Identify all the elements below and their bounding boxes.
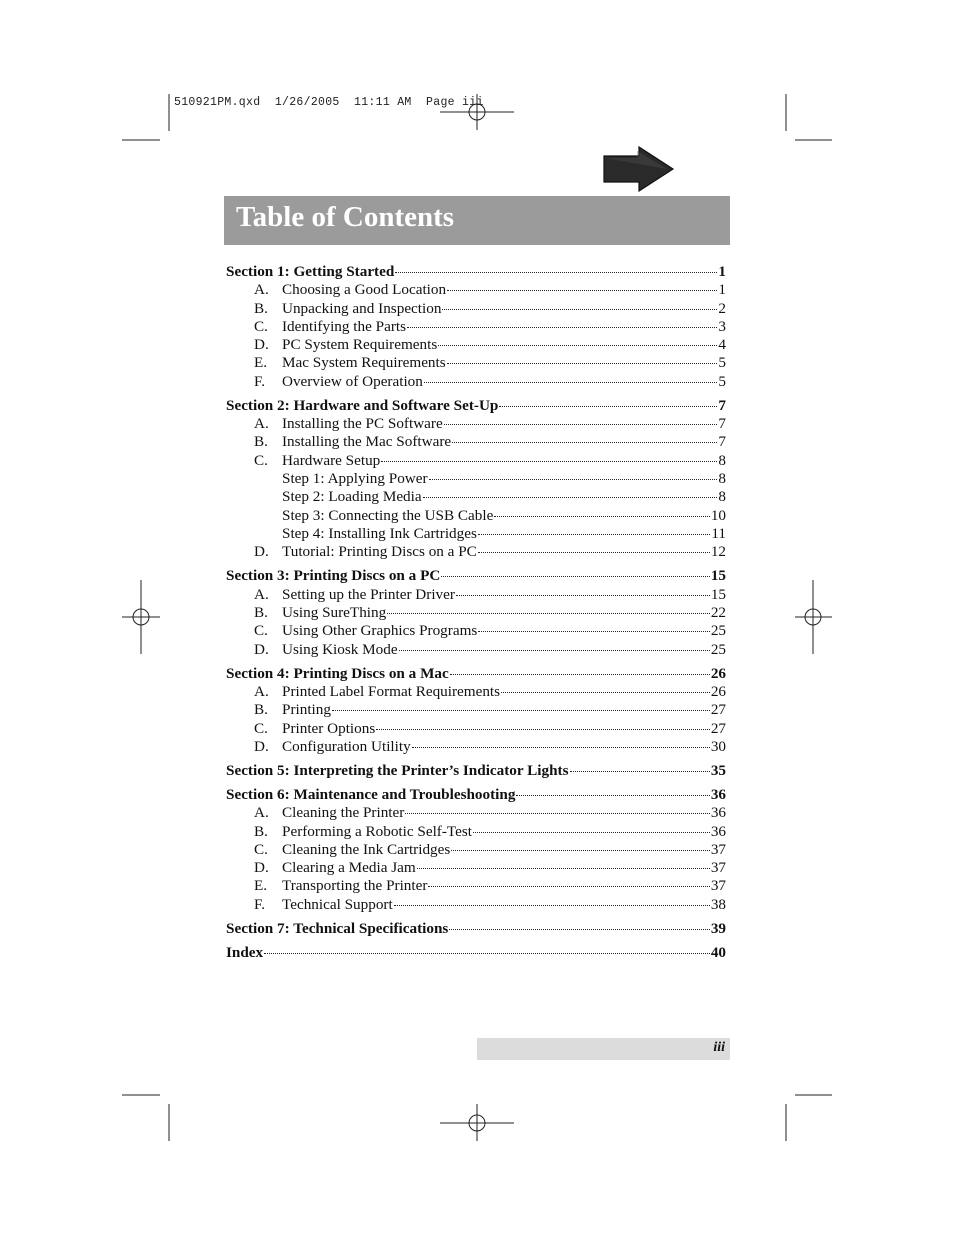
toc-section-entry: [226, 786, 726, 804]
toc-dot-leader: [387, 613, 710, 614]
toc-entry-letter: D.: [254, 737, 269, 755]
toc-entry-label: Configuration Utility: [282, 737, 411, 755]
page-title: Table of Contents: [236, 201, 455, 233]
toc-entry-label: Step 3: Connecting the USB Cable: [282, 506, 494, 524]
toc-dot-leader: [417, 868, 710, 869]
toc-entry: [226, 896, 726, 914]
toc-entry-page: 11: [711, 524, 726, 542]
toc-dot-leader: [452, 442, 717, 443]
toc-entry-label: Unpacking and Inspection: [282, 299, 442, 317]
toc-section-entry: [226, 567, 726, 585]
toc-entry-page: 38: [710, 895, 726, 913]
toc-section-entry: [226, 397, 726, 415]
toc-entry: [226, 300, 726, 318]
toc-entry-label: Printing: [282, 701, 331, 719]
toc-entry-page: 26: [710, 682, 726, 700]
toc-dot-leader: [407, 327, 717, 328]
toc-entry: [226, 488, 726, 506]
toc-entry: [226, 586, 726, 604]
toc-entry: [226, 452, 726, 470]
toc-entry-page: 35: [710, 761, 726, 779]
toc-entry-letter: C.: [254, 719, 268, 737]
toc-dot-leader: [451, 850, 710, 851]
toc-entry-letter: B.: [254, 299, 268, 317]
toc-entry-page: 5: [718, 354, 726, 372]
toc-section-entry: [226, 920, 726, 938]
toc-entry: [226, 604, 726, 622]
toc-entry-label: Identifying the Parts: [282, 317, 407, 335]
toc-dot-leader: [456, 595, 710, 596]
toc-dot-leader: [412, 747, 710, 748]
toc-entry-letter: A.: [254, 682, 269, 700]
toc-entry: [226, 701, 726, 719]
toc-entry-label: Printer Options: [282, 719, 376, 737]
toc-entry-letter: D.: [254, 336, 269, 354]
toc-entry-label: Step 2: Loading Media: [282, 488, 422, 506]
toc-dot-leader: [447, 290, 717, 291]
toc-entry: [226, 433, 726, 451]
toc-entry-page: 30: [710, 737, 726, 755]
toc-entry-page: 25: [710, 640, 726, 658]
toc-entry: [226, 281, 726, 299]
toc-entry-letter: B.: [254, 701, 268, 719]
toc-section-entry: [226, 263, 726, 281]
page-number: iii: [713, 1040, 725, 1055]
toc-entry-label: Hardware Setup: [282, 451, 381, 469]
toc-entry-label: Mac System Requirements: [282, 354, 446, 372]
toc-dot-leader: [494, 516, 709, 517]
toc-entry-label: Installing the Mac Software: [282, 433, 452, 451]
toc-entry-letter: E.: [254, 354, 268, 372]
toc-entry-label: Setting up the Printer Driver: [282, 585, 455, 603]
toc-entry-page: 8: [718, 451, 726, 469]
toc-dot-leader: [473, 832, 710, 833]
toc-entry-letter: B.: [254, 603, 268, 621]
toc-entry-page: 1: [718, 281, 726, 299]
toc-dot-leader: [442, 309, 717, 310]
toc-entry-page: 8: [718, 488, 726, 506]
toc-entry-letter: D.: [254, 543, 269, 561]
toc-entry-letter: D.: [254, 640, 269, 658]
toc-dot-leader: [405, 813, 709, 814]
toc-entry-label: Using SureThing: [282, 603, 387, 621]
toc-entry-page: 37: [710, 840, 726, 858]
toc-dot-leader: [447, 363, 718, 364]
toc-entry: [226, 859, 726, 877]
toc-entry-page: 37: [710, 877, 726, 895]
toc-section-entry: [226, 944, 726, 962]
toc-dot-leader: [395, 272, 717, 273]
toc-entry-label: Installing the PC Software: [282, 415, 443, 433]
toc-entry-label: Transporting the Printer: [282, 877, 428, 895]
toc-entry: [226, 841, 726, 859]
toc-entry: [226, 804, 726, 822]
toc-entry-page: 36: [710, 822, 726, 840]
toc-entry-page: 7: [718, 396, 726, 414]
toc-entry-letter: C.: [254, 622, 268, 640]
toc-dot-leader: [449, 929, 709, 930]
toc-entry-page: 7: [718, 433, 726, 451]
toc-dot-leader: [444, 424, 718, 425]
toc-entry-letter: A.: [254, 804, 269, 822]
toc-entry-label: Step 4: Installing Ink Cartridges: [282, 524, 477, 542]
toc-entry-label: Tutorial: Printing Discs on a PC: [282, 543, 477, 561]
toc-entry-label: Choosing a Good Location: [282, 281, 447, 299]
toc-dot-leader: [570, 771, 710, 772]
toc-dot-leader: [428, 886, 709, 887]
toc-entry-page: 8: [718, 470, 726, 488]
toc-entry: [226, 525, 726, 543]
toc-dot-leader: [332, 710, 710, 711]
toc-entry-label: Step 1: Applying Power: [282, 470, 428, 488]
toc-dot-leader: [441, 576, 710, 577]
toc-entry: [226, 373, 726, 391]
toc-section-entry: [226, 665, 726, 683]
toc-dot-leader: [399, 650, 710, 651]
toc-dot-leader: [499, 406, 717, 407]
toc-entry-label: Using Other Graphics Programs: [282, 622, 478, 640]
toc-entry-label: Section 5: Interpreting the Printer’s Indicator Lights: [226, 761, 569, 779]
toc-entry-label: Technical Support: [282, 895, 393, 913]
toc-entry-page: 7: [718, 415, 726, 433]
toc-entry-label: Index: [226, 943, 264, 961]
toc-entry-label: Overview of Operation: [282, 372, 423, 390]
toc-entry-page: 1: [718, 263, 726, 280]
toc-entry-letter: C.: [254, 451, 268, 469]
title-banner: [224, 196, 730, 245]
toc-entry-label: Section 2: Hardware and Software Set-Up: [226, 396, 499, 414]
toc-dot-leader: [438, 345, 717, 346]
toc-entry-label: Section 6: Maintenance and Troubleshooting: [226, 786, 516, 803]
toc-entry-letter: E.: [254, 877, 268, 895]
toc-entry-label: Clearing a Media Jam: [282, 859, 416, 877]
toc-entry: [226, 877, 726, 895]
toc-entry-letter: C.: [254, 840, 268, 858]
toc-entry: [226, 354, 726, 372]
toc-dot-leader: [450, 674, 710, 675]
toc-entry: [226, 318, 726, 336]
toc-entry-letter: A.: [254, 415, 269, 433]
toc-dot-leader: [264, 953, 710, 954]
toc-entry-page: 10: [710, 506, 726, 524]
toc-entry: [226, 823, 726, 841]
toc-entry: [226, 641, 726, 659]
toc-entry-page: 25: [710, 622, 726, 640]
toc-entry: [226, 336, 726, 354]
toc-dot-leader: [478, 534, 710, 535]
toc-dot-leader: [394, 905, 710, 906]
toc-dot-leader: [424, 382, 718, 383]
toc-dot-leader: [478, 552, 710, 553]
toc-entry-letter: A.: [254, 281, 269, 299]
toc-dot-leader: [478, 631, 710, 632]
toc-entry-label: Section 3: Printing Discs on a PC: [226, 567, 441, 585]
toc-entry-page: 12: [710, 543, 726, 561]
toc-entry-page: 36: [710, 804, 726, 822]
toc-dot-leader: [516, 795, 709, 796]
toc-entry-page: 15: [710, 585, 726, 603]
toc-dot-leader: [423, 497, 718, 498]
toc-dot-leader: [381, 461, 717, 462]
toc-entry-letter: A.: [254, 585, 269, 603]
toc-dot-leader: [429, 479, 718, 480]
toc-section-entry: [226, 762, 726, 780]
toc-entry-page: 40: [710, 943, 726, 961]
toc-entry: [226, 415, 726, 433]
toc-entry-letter: B.: [254, 433, 268, 451]
print-slug: 510921PM.qxd 1/26/2005 11:11 AM Page iii: [174, 96, 484, 109]
toc-entry-label: Using Kiosk Mode: [282, 640, 398, 658]
toc-entry: [226, 507, 726, 525]
toc-entry: [226, 720, 726, 738]
toc-entry-letter: B.: [254, 822, 268, 840]
toc-entry-page: 27: [710, 719, 726, 737]
toc-entry-page: 15: [710, 567, 726, 585]
toc-entry-label: Section 7: Technical Specifications: [226, 919, 449, 937]
toc-entry-letter: F.: [254, 895, 266, 913]
toc-entry-label: Cleaning the Printer: [282, 804, 405, 822]
toc-entry-page: 27: [710, 701, 726, 719]
toc-entry-label: Printed Label Format Requirements: [282, 682, 501, 700]
toc-entry-page: 37: [710, 859, 726, 877]
toc-entry: [226, 622, 726, 640]
toc-entry-page: 36: [710, 786, 726, 803]
toc-dot-leader: [376, 729, 710, 730]
toc-entry-page: 5: [718, 372, 726, 390]
toc-entry-label: Performing a Robotic Self-Test: [282, 822, 473, 840]
toc-entry-page: 39: [710, 919, 726, 937]
toc-entry-letter: F.: [254, 372, 266, 390]
toc-entry: [226, 543, 726, 561]
toc-dot-leader: [501, 692, 710, 693]
toc-entry-letter: C.: [254, 317, 268, 335]
toc-entry: [226, 470, 726, 488]
toc-entry-label: Section 1: Getting Started: [226, 263, 395, 280]
toc-entry-page: 4: [718, 336, 726, 354]
toc-entry-page: 26: [710, 664, 726, 682]
arrow-right-icon: [603, 146, 675, 192]
toc-entry-letter: D.: [254, 859, 269, 877]
table-of-contents: [226, 263, 726, 962]
toc-entry-label: Section 4: Printing Discs on a Mac: [226, 664, 449, 682]
toc-entry-label: Cleaning the Ink Cartridges: [282, 840, 451, 858]
toc-entry: [226, 738, 726, 756]
toc-entry-page: 22: [710, 603, 726, 621]
toc-entry: [226, 683, 726, 701]
toc-entry-page: 3: [718, 317, 726, 335]
toc-entry-page: 2: [718, 299, 726, 317]
folio-bar: [477, 1038, 730, 1060]
toc-entry-label: PC System Requirements: [282, 336, 438, 354]
